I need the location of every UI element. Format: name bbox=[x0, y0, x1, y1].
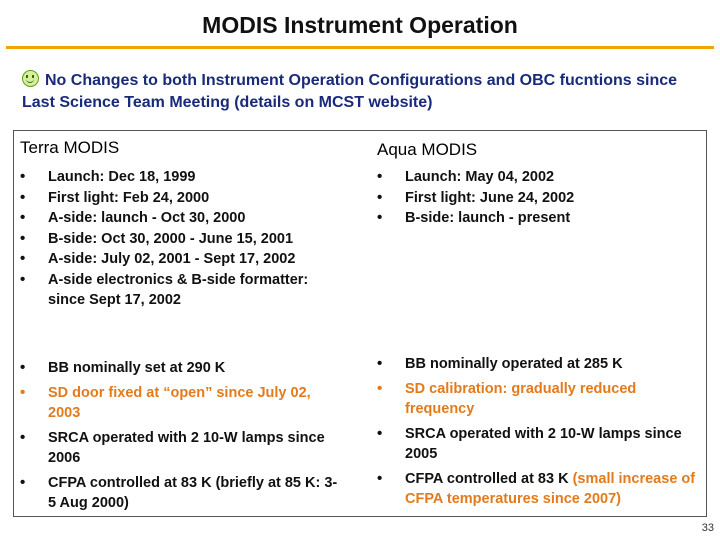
page-title: MODIS Instrument Operation bbox=[202, 12, 518, 38]
title-divider bbox=[6, 46, 714, 49]
list-item: • Launch: May 04, 2002 bbox=[377, 167, 697, 188]
intro-statement bbox=[22, 70, 712, 114]
list-item: • SRCA operated with 2 10-W lamps since 2006 bbox=[20, 428, 345, 469]
terra-obc-list bbox=[20, 358, 345, 514]
list-item: • BB nominally operated at 285 K bbox=[377, 354, 702, 375]
list-item: • SD door fixed at “open” since July 02, 2003 bbox=[20, 383, 345, 424]
cfpa-text: CFPA controlled at 83 K bbox=[405, 470, 573, 487]
page-number: 33 bbox=[701, 522, 714, 534]
list-item: • BB nominally set at 290 K bbox=[20, 358, 345, 379]
list-item: • A-side electronics & B-side formatter: since Sept 17, 2002 bbox=[20, 270, 345, 311]
aqua-timeline-list bbox=[377, 167, 697, 229]
list-item: • B-side: Oct 30, 2000 - June 15, 2001 bbox=[20, 229, 345, 250]
content-box bbox=[13, 130, 707, 517]
aqua-obc-list bbox=[377, 354, 702, 510]
list-item: • SRCA operated with 2 10-W lamps since 2005 bbox=[377, 424, 702, 465]
list-item: • First light: Feb 24, 2000 bbox=[20, 188, 345, 209]
terra-timeline-list bbox=[20, 167, 345, 311]
list-item: • A-side: July 02, 2001 - Sept 17, 2002 bbox=[20, 249, 345, 270]
list-item: • Launch: Dec 18, 1999 bbox=[20, 167, 345, 188]
cfpa-note: (small increase of CFPA temperatures since 2007) bbox=[405, 470, 696, 507]
list-item: • First light: June 24, 2002 bbox=[377, 188, 697, 209]
list-item bbox=[377, 469, 702, 510]
list-item: • SD calibration: gradually reduced frequency bbox=[377, 379, 702, 420]
list-item: • B-side: launch - present bbox=[377, 208, 697, 229]
terra-heading: Terra MODIS bbox=[20, 138, 120, 157]
smiley-icon bbox=[22, 70, 39, 87]
intro-text: No Changes to both Instrument Operation Configurations and OBC fucntions since Last Science Team Meeting (details on MCST website) bbox=[22, 72, 678, 111]
list-item: • CFPA controlled at 83 K (briefly at 85 K: 3-5 Aug 2000) bbox=[20, 473, 345, 514]
list-item: • A-side: launch - Oct 30, 2000 bbox=[20, 208, 345, 229]
aqua-heading: Aqua MODIS bbox=[377, 140, 478, 159]
